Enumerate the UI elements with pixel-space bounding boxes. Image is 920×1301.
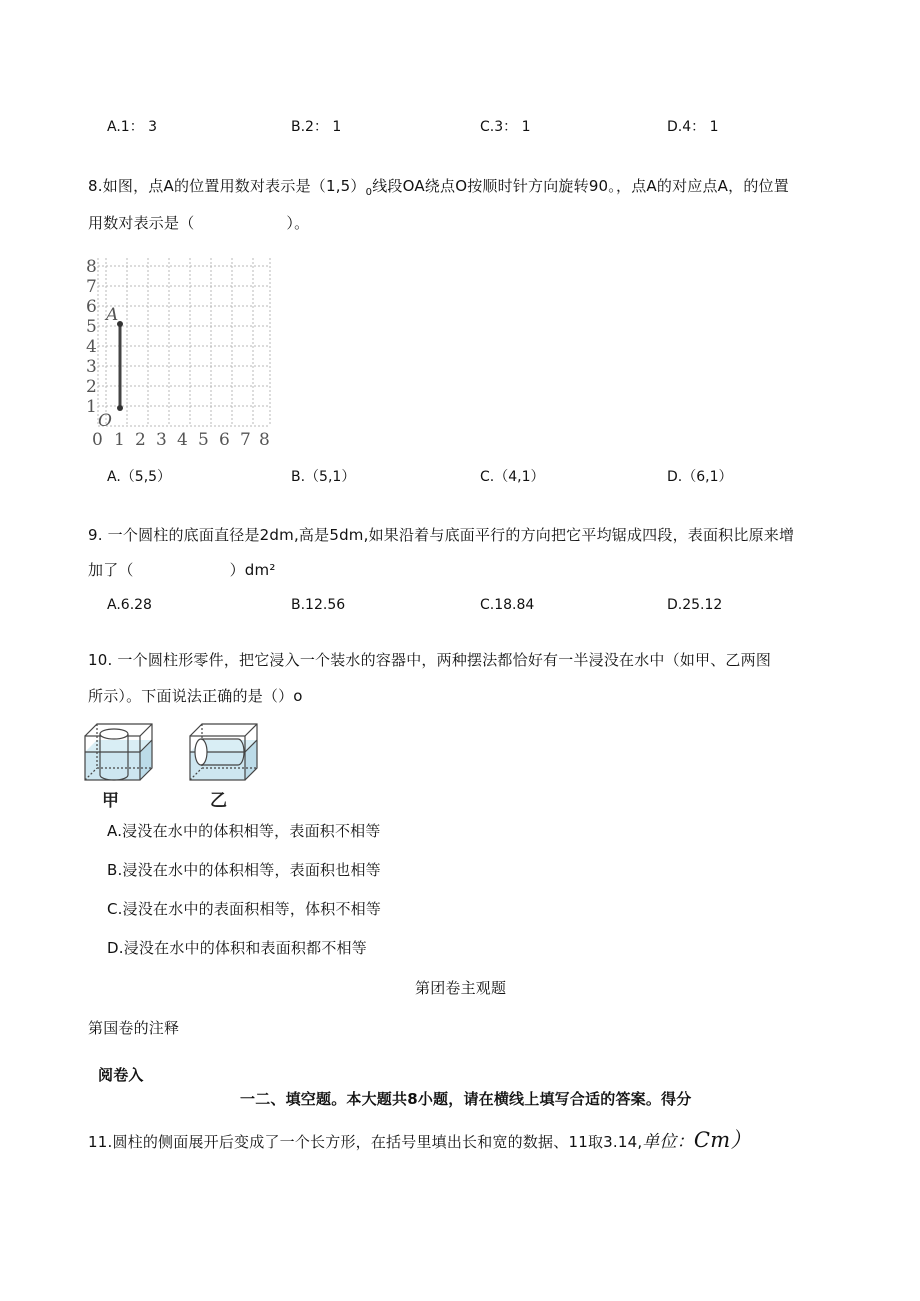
y-tick-8: 8	[86, 257, 97, 277]
container-jia	[85, 724, 152, 810]
q11-unit-label: 单位：	[642, 1132, 694, 1152]
x-tick-4: 4	[177, 430, 188, 450]
x-tick-1: 1	[114, 430, 125, 450]
y-tick-2: 2	[86, 377, 97, 397]
x-tick-3: 3	[156, 430, 167, 450]
point-o-dot	[117, 405, 123, 411]
jia-water-front	[85, 752, 140, 780]
q8-stem-post: 线段OA绕点O按顺时针方向旋转90。，点A的对应点A，的位置	[372, 177, 789, 195]
q9-option-d: D.25.12	[667, 597, 723, 613]
q7-option-a: A.1： 3	[107, 119, 158, 135]
q10-stem-line2: 所示）。下面说法正确的是（）o	[88, 687, 303, 705]
q8-option-b: B.（5,1）	[291, 469, 356, 485]
q8-stem2-pre: 用数对表示是（	[88, 214, 195, 232]
q10-option-d: D.浸没在水中的体积和表面积都不相等	[107, 939, 367, 957]
q8-stem-pre: 8.如图，点A的位置用数对表示是（1,5）	[88, 177, 366, 195]
y-tick-1: 1	[86, 397, 97, 417]
x-tick-8: 8	[259, 430, 270, 450]
q11-text: 11.圆柱的侧面展开后变成了一个长方形，在括号里填出长和宽的数据、11取3.14,	[88, 1133, 643, 1151]
x-tick-5: 5	[198, 430, 209, 450]
q7-option-b: B.2： 1	[291, 119, 342, 135]
y-tick-7: 7	[86, 277, 97, 297]
q9-option-b: B.12.56	[291, 597, 346, 613]
q11-stem	[88, 1124, 752, 1154]
q8-option-d: D.（6,1）	[667, 469, 733, 485]
q10-stem-line1: 10. 一个圆柱形零件，把它浸入一个装水的容器中，两种摆法都恰好有一半浸没在水中（如甲、乙两图	[88, 651, 772, 669]
q8-option-a: A.（5,5）	[107, 469, 172, 485]
part2-title: 第团卷主观题	[415, 979, 507, 997]
q10-container-figure	[80, 718, 310, 810]
q8-stem-sub: 0	[365, 187, 373, 198]
q10-option-b: B.浸没在水中的体积相等，表面积也相等	[107, 861, 381, 879]
x-tick-0: 0	[92, 430, 103, 450]
q10-option-a: A.浸没在水中的体积相等，表面积不相等	[107, 822, 381, 840]
grid-x-ticks	[92, 430, 270, 450]
q9-stem-line1: 9. 一个圆柱的底面直径是2dm,高是5dm,如果沿着与底面平行的方向把它平均锯成四段，表面积比原来增	[88, 526, 795, 544]
q11-unit: Cm	[693, 1128, 731, 1152]
q9-option-a: A.6.28	[107, 597, 152, 613]
q8-grid-figure	[84, 252, 280, 452]
q9-stem2-pre: 加了（	[88, 561, 134, 579]
y-tick-6: 6	[86, 297, 97, 317]
q9-stem2-post: ）dm²	[229, 561, 276, 579]
q8-stem2-post: ）。	[286, 214, 310, 232]
y-tick-3: 3	[86, 357, 97, 377]
reviewer-label: 阅卷入	[98, 1066, 144, 1084]
q8-stem-line1	[88, 175, 789, 198]
q7-option-d: D.4： 1	[667, 119, 719, 135]
container-yi	[190, 724, 257, 810]
q9-stem-line2	[88, 559, 276, 580]
section-header: 一二、填空题。本大题共8小题，请在横线上填写合适的答案。得分	[240, 1090, 692, 1108]
q8-stem-line2	[88, 212, 309, 233]
label-jia: 甲	[102, 791, 119, 810]
q9-option-c: C.18.84	[480, 597, 535, 613]
q11-close-paren: ）	[730, 1128, 752, 1152]
label-yi: 乙	[210, 791, 227, 810]
grid-lines	[98, 258, 270, 426]
y-tick-5: 5	[86, 317, 97, 337]
x-tick-7: 7	[240, 430, 251, 450]
q10-option-c: C.浸没在水中的表面积相等，体积不相等	[107, 900, 382, 918]
x-tick-2: 2	[135, 430, 146, 450]
q7-option-c: C.3： 1	[480, 119, 531, 135]
point-o-label: O	[98, 411, 112, 431]
part2-note: 第国卷的注释	[88, 1019, 180, 1037]
y-tick-4: 4	[86, 337, 97, 357]
q8-option-c: C.（4,1）	[480, 469, 545, 485]
point-a-label: A	[106, 305, 119, 325]
x-tick-6: 6	[219, 430, 230, 450]
grid-y-ticks	[86, 257, 97, 417]
